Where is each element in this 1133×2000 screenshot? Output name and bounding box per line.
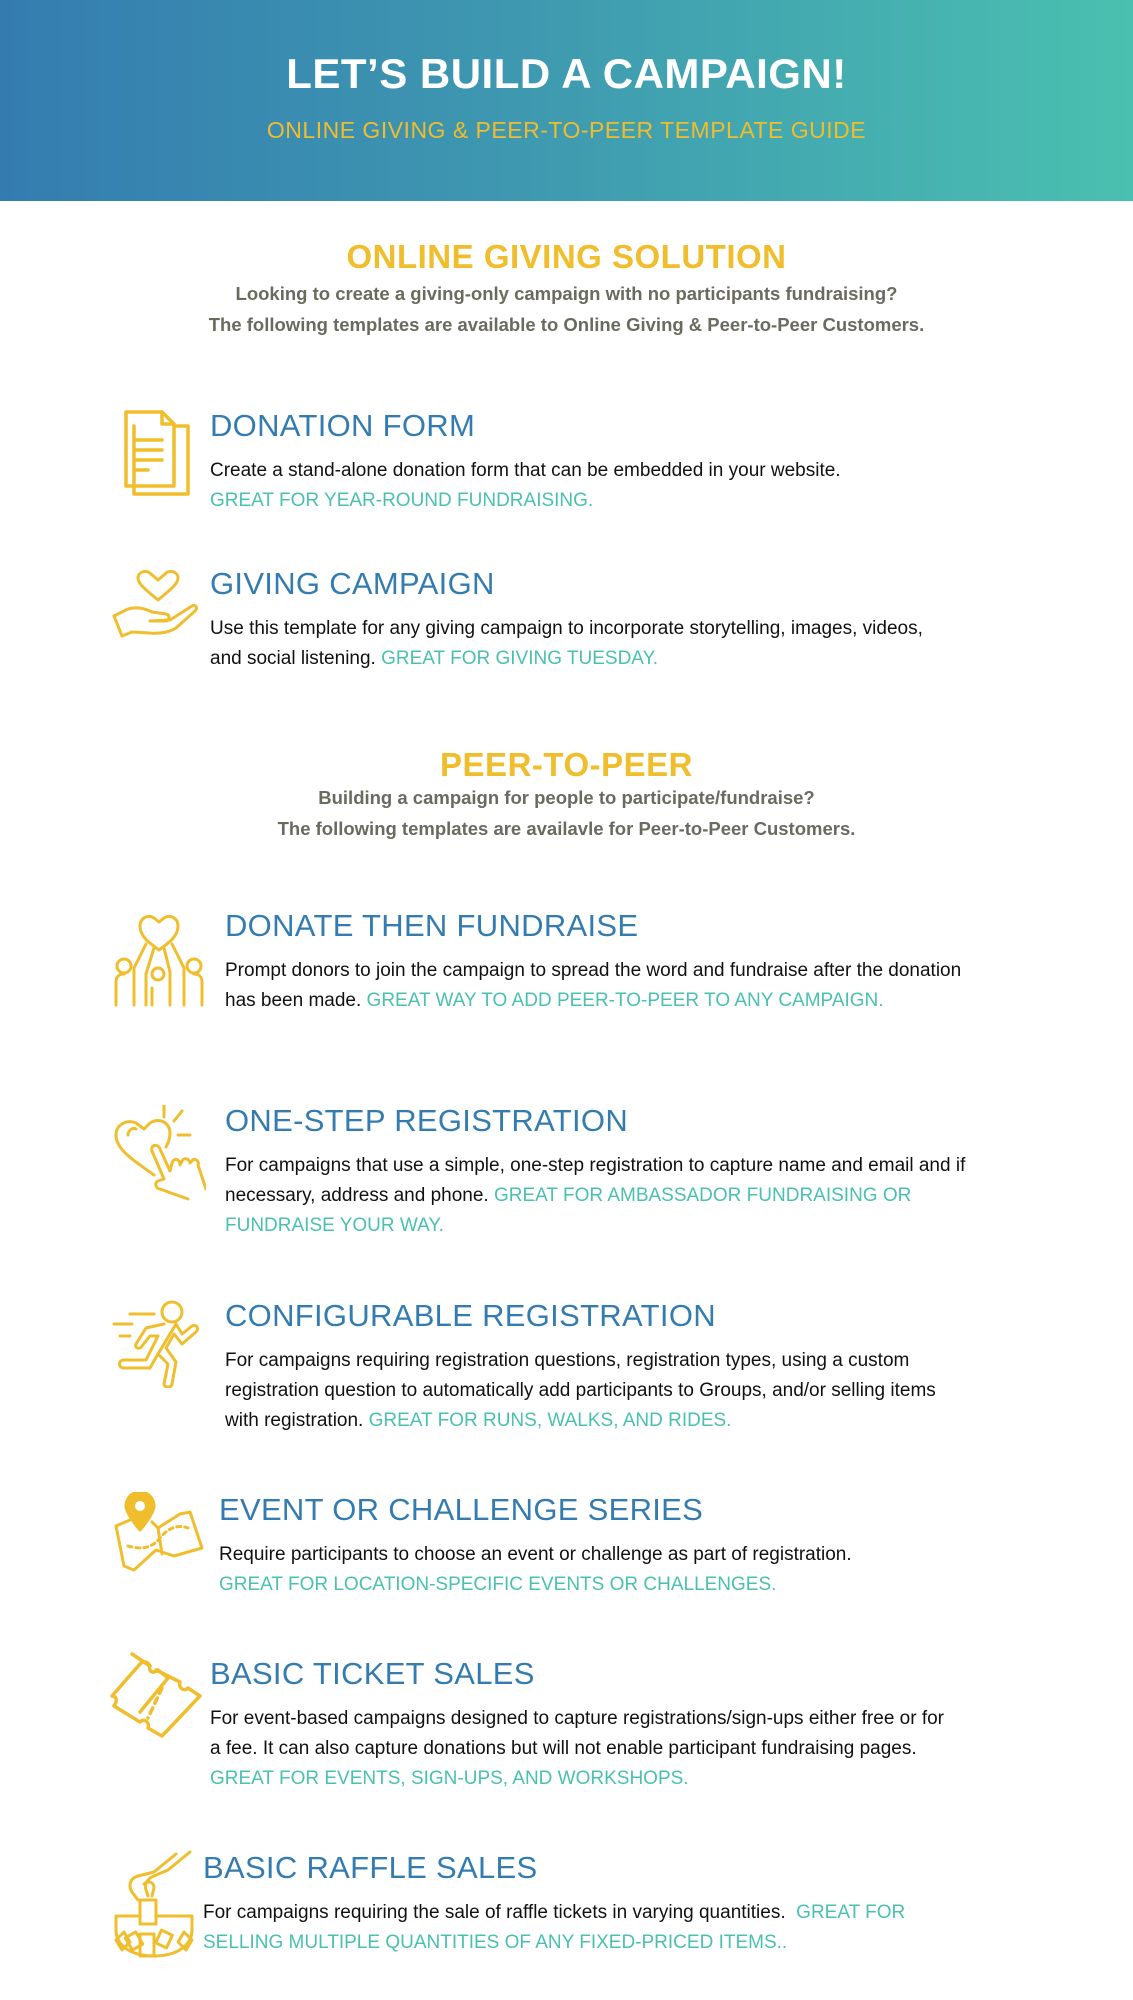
section-intro-line: The following templates are available to Online Giving & Peer-to-Peer Customers. <box>208 314 925 335</box>
description-text: For event-based campaigns designed to capture registrations/sign-ups either free or for a fee. It can also capture donations but will not enable participant fundraising pages. <box>210 1708 945 1759</box>
section-intro-line: Building a campaign for people to participate/fundraise? <box>318 787 815 808</box>
template-description <box>225 1346 965 1436</box>
section-intro-line: Looking to create a giving-only campaign with no participants fundraising? <box>235 283 898 304</box>
template-title: ONE-STEP REGISTRATION <box>225 1103 629 1138</box>
recommendation-tag: GREAT FOR EVENTS, SIGN-UPS, AND WORKSHOPS. <box>210 1768 689 1789</box>
template-description <box>203 1898 943 1958</box>
online-giving-section-header <box>0 238 1133 340</box>
section-intro-line: The following templates are availavle for Peer-to-Peer Customers. <box>277 818 856 839</box>
heart-tap-icon <box>110 1105 206 1201</box>
template-description <box>210 1704 950 1794</box>
description-text: Create a stand-alone donation form that can be embedded in your website. <box>210 460 841 481</box>
description-text: For campaigns that use a simple, one-step registration to capture name and email and if necessary, address and phone. <box>225 1155 966 1206</box>
document-icon <box>122 408 194 498</box>
template-title: CONFIGURABLE REGISTRATION <box>225 1298 716 1333</box>
template-title: EVENT OR CHALLENGE SERIES <box>219 1492 704 1527</box>
description-text: Use this template for any giving campaign to incorporate storytelling, images, videos, and social listening. <box>210 618 923 669</box>
recommendation-tag: GREAT WAY TO ADD PEER-TO-PEER TO ANY CAMPAIGN. <box>366 990 884 1011</box>
template-description <box>210 456 930 516</box>
peer-to-peer-section-header <box>0 746 1133 844</box>
template-description <box>225 956 985 1016</box>
recommendation-tag: GREAT FOR SELLING MULTIPLE QUANTITIES OF ANY FIXED-PRICED ITEMS.. <box>203 1902 906 1953</box>
section-title: ONLINE GIVING SOLUTION <box>346 238 787 275</box>
raffle-bowl-icon <box>114 1850 194 1958</box>
description-text: Prompt donors to join the campaign to spread the word and fundraise after the donation has been made. <box>225 960 962 1011</box>
ticket-icon <box>110 1652 202 1738</box>
template-description <box>219 1540 979 1600</box>
page-subtitle: ONLINE GIVING & PEER-TO-PEER TEMPLATE GUIDE <box>266 117 867 143</box>
page-title: LET’S BUILD A CAMPAIGN! <box>286 50 847 97</box>
recommendation-tag: GREAT FOR RUNS, WALKS, AND RIDES. <box>368 1410 732 1431</box>
description-text: For campaigns requiring the sale of raffle tickets in varying quantities. <box>203 1902 786 1923</box>
template-title: DONATION FORM <box>210 408 476 443</box>
hero-banner <box>0 0 1133 201</box>
recommendation-tag: GREAT FOR YEAR-ROUND FUNDRAISING. <box>210 490 594 511</box>
template-title: DONATE THEN FUNDRAISE <box>225 908 639 943</box>
recommendation-tag: GREAT FOR GIVING TUESDAY. <box>381 648 659 669</box>
runner-icon <box>110 1298 210 1388</box>
map-pin-icon <box>112 1492 204 1572</box>
template-description <box>225 1151 1005 1241</box>
template-title: BASIC RAFFLE SALES <box>203 1850 538 1885</box>
section-title: PEER-TO-PEER <box>440 746 693 783</box>
heart-hand-icon <box>110 566 200 640</box>
recommendation-tag: GREAT FOR LOCATION-SPECIFIC EVENTS OR CHALLENGES. <box>219 1574 777 1595</box>
recommendation-tag: GREAT FOR AMBASSADOR FUNDRAISING OR FUNDRAISE YOUR WAY. <box>225 1185 912 1236</box>
template-title: BASIC TICKET SALES <box>210 1656 535 1691</box>
template-description <box>210 614 930 674</box>
template-title: GIVING CAMPAIGN <box>210 566 495 601</box>
description-text: For campaigns requiring registration questions, registration types, using a custom registration question to automatically add participants to Groups, and/or selling items with registration. <box>225 1350 936 1431</box>
people-heart-icon <box>110 910 208 1008</box>
description-text: Require participants to choose an event or challenge as part of registration. <box>219 1544 852 1565</box>
